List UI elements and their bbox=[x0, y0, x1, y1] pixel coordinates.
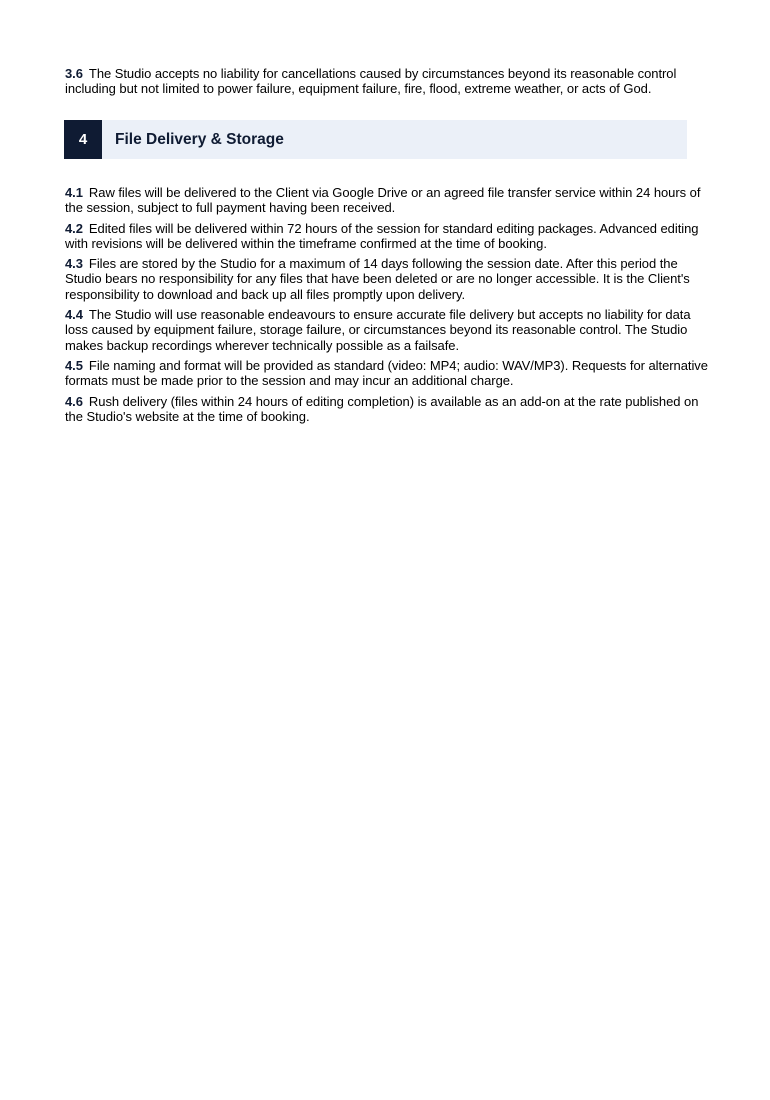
clause-4-4 bbox=[65, 307, 715, 353]
clause-3-6 bbox=[65, 66, 715, 97]
clause-text: Raw files will be delivered to the Client via Google Drive or an agreed file transfer service within 24 hours of the session, subject to full payment having been received. bbox=[65, 185, 701, 216]
clause-4-5 bbox=[65, 358, 715, 389]
clause-4-3 bbox=[65, 256, 715, 302]
clause-number: 4.5 bbox=[65, 357, 83, 373]
previous-section-body bbox=[65, 66, 715, 102]
clause-text: The Studio accepts no liability for cancellations caused by circumstances beyond its reasonable control including but not limited to power failure, equipment failure, fire, flood, extreme weather, or acts of God. bbox=[65, 66, 677, 97]
clause-text: The Studio will use reasonable endeavours to ensure accurate file delivery but accepts no liability for data loss caused by equipment failure, storage failure, or circumstances beyond its reasonable control. The Studio makes backup recordings wherever technically possible as a failsafe. bbox=[65, 307, 691, 353]
section-header bbox=[64, 120, 687, 159]
clause-4-6 bbox=[65, 394, 715, 425]
clause-text: File naming and format will be provided as standard (video: MP4; audio: WAV/MP3). Requests for alternative formats must be made prior to the session and may incur an additional charge. bbox=[65, 357, 708, 389]
section-number-badge: 4 bbox=[64, 120, 102, 159]
clause-number: 4.4 bbox=[65, 307, 83, 323]
clause-number: 4.1 bbox=[65, 185, 83, 200]
clause-number: 4.3 bbox=[65, 256, 83, 272]
section-title: File Delivery & Storage bbox=[115, 130, 284, 148]
clause-text: Rush delivery (files within 24 hours of editing completion) is available as an add-on at the rate published on the Studio's website at the time of booking. bbox=[65, 393, 699, 424]
clause-number: 3.6 bbox=[65, 66, 83, 81]
clause-4-2 bbox=[65, 221, 715, 252]
clause-number: 4.6 bbox=[65, 393, 83, 409]
section-body bbox=[65, 185, 715, 429]
clause-text: Files are stored by the Studio for a maximum of 14 days following the session date. After this period the Studio bears no responsibility for any files that have been deleted or are no longer accessible. It is the Client's responsibility to download and back up all files promptly upon delivery. bbox=[65, 256, 690, 302]
clause-text: Edited files will be delivered within 72 hours of the session for standard editing packages. Advanced editing with revisions will be delivered within the timeframe confirmed at the time of booking. bbox=[65, 220, 699, 251]
clause-4-1 bbox=[65, 185, 715, 216]
clause-number: 4.2 bbox=[65, 220, 83, 236]
